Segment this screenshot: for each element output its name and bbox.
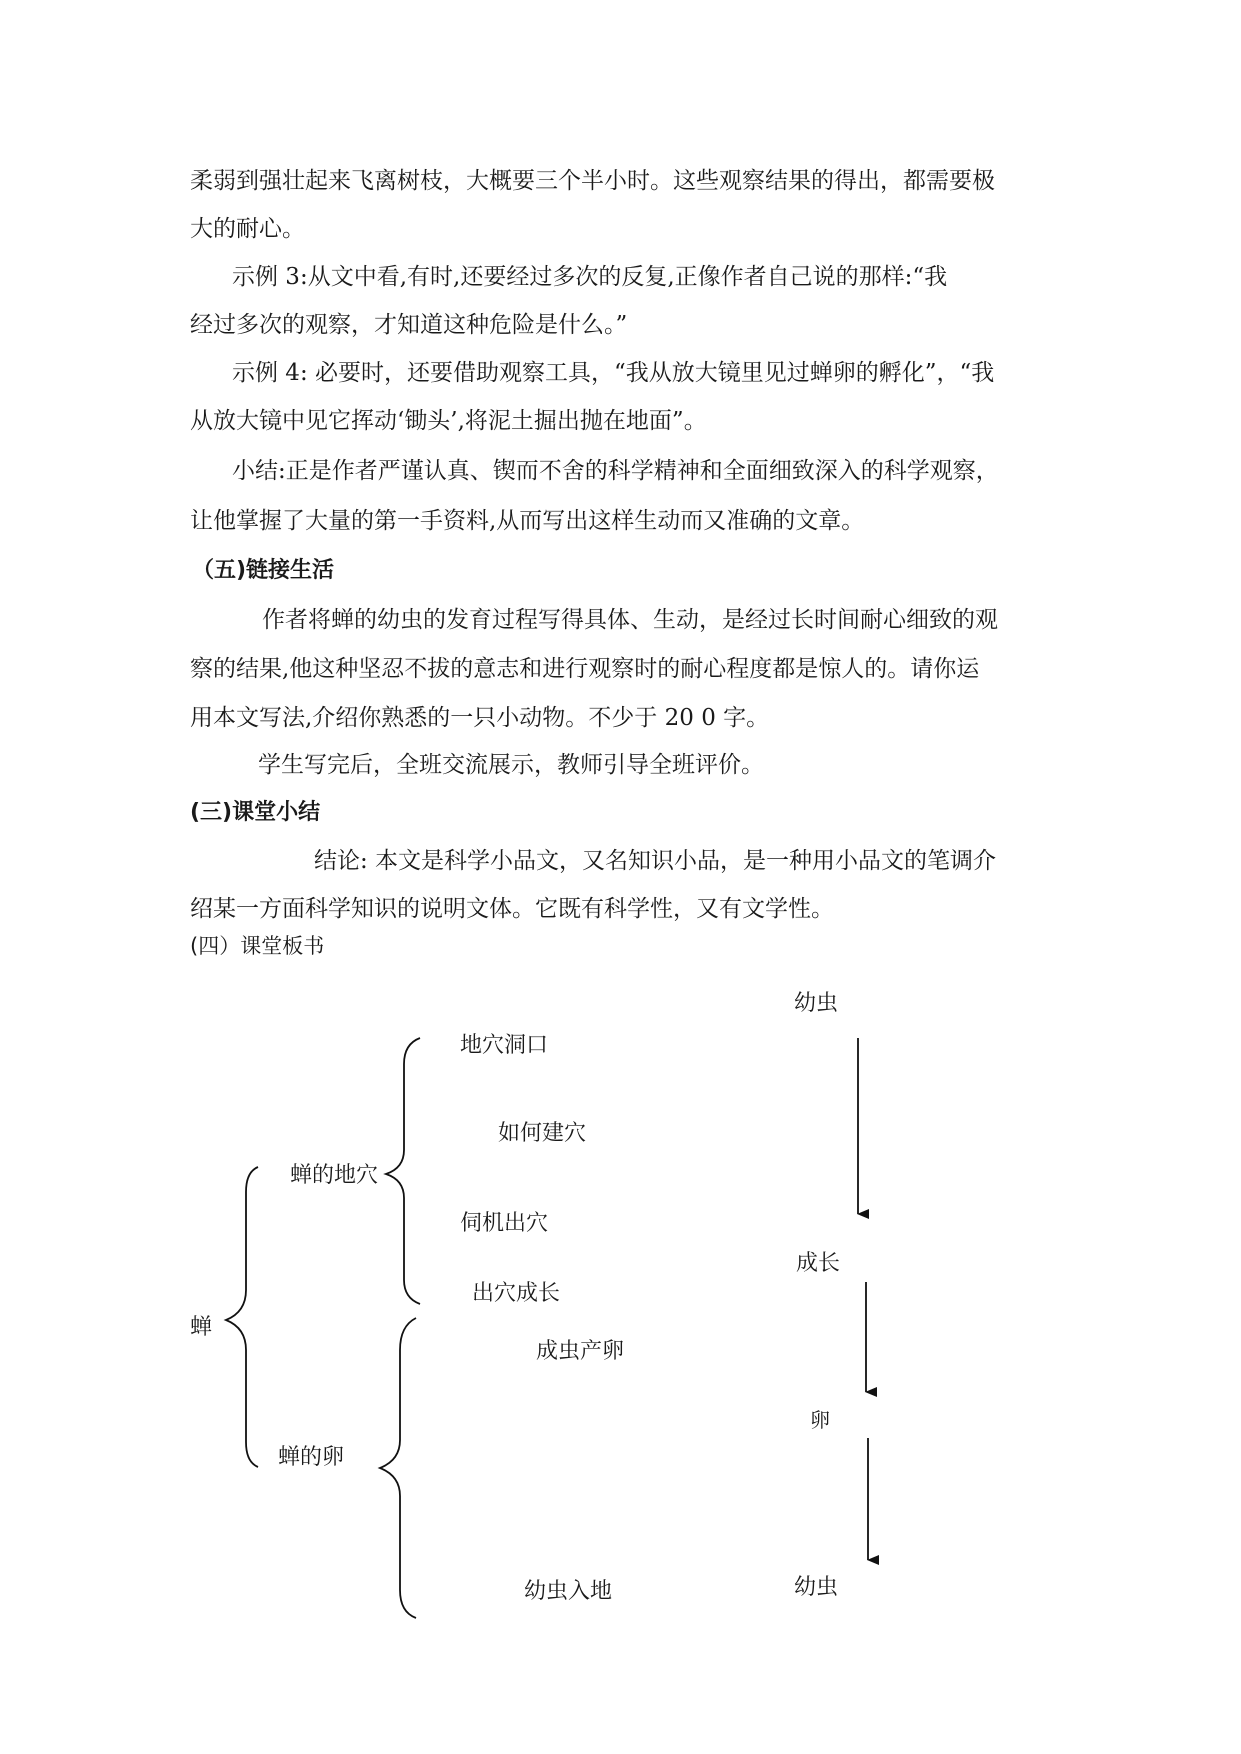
cycle-stage: 卵 <box>810 1408 830 1432</box>
board-item: 地穴洞口 <box>460 1033 549 1058</box>
board-item: 如何建穴 <box>498 1121 587 1146</box>
text-line: 小结:正是作者严谨认真、锲而不舍的科学精神和全面细致深入的科学观察， <box>232 458 999 484</box>
text-line: 绍某一方面科学知识的说明文体。它既有科学性，又有文学性。 <box>190 896 834 922</box>
text-line: 用本文写法,介绍你熟悉的一只小动物。不少于 20 0 字。 <box>190 705 770 731</box>
text-line: 示例 4: 必要时，还要借助观察工具，“我从放大镜里见过蝉卵的孵化”，“我 <box>232 360 995 386</box>
text-line: 察的结果,他这种坚忍不拔的意志和进行观察时的耐心程度都是惊人的。请你运 <box>190 656 980 682</box>
text-line: 从放大镜中见它挥动‘锄头’,将泥土掘出抛在地面”。 <box>190 408 707 434</box>
cycle-stage: 成长 <box>796 1251 841 1276</box>
root-brace <box>226 1167 258 1467</box>
board-item: 成虫产卵 <box>536 1339 625 1364</box>
cycle-stage: 幼虫 <box>794 991 839 1016</box>
board-branch: 蝉的地穴 <box>290 1163 379 1188</box>
text-line: 大的耐心。 <box>190 216 305 242</box>
section-heading: (四）课堂板书 <box>190 934 325 958</box>
board-branch: 蝉的卵 <box>278 1445 345 1470</box>
text-line: 学生写完后，全班交流展示，教师引导全班评价。 <box>258 752 764 778</box>
board-item: 伺机出穴 <box>460 1211 549 1236</box>
text-line: 示例 3:从文中看,有时,还要经过多次的反复,正像作者自己说的那样:“我 <box>232 264 948 290</box>
text-line: 作者将蝉的幼虫的发育过程写得具体、生动，是经过长时间耐心细致的观 <box>262 607 998 633</box>
text-line: 让他掌握了大量的第一手资料,从而写出这样生动而又准确的文章。 <box>190 508 865 534</box>
section-heading: （五)链接生活 <box>192 558 335 583</box>
cycle-stage: 幼虫 <box>794 1575 839 1600</box>
section-heading: (三)课堂小结 <box>190 800 321 825</box>
branch2-brace <box>380 1318 416 1618</box>
branch1-brace <box>386 1038 420 1304</box>
board-item: 幼虫入地 <box>524 1579 613 1604</box>
text-line: 结论: 本文是科学小品文，又名知识小品，是一种用小品文的笔调介 <box>314 848 997 874</box>
text-line: 柔弱到强壮起来飞离树枝，大概要三个半小时。这些观察结果的得出，都需要极 <box>190 168 995 194</box>
board-root: 蝉 <box>190 1315 213 1340</box>
board-item: 出穴成长 <box>472 1281 561 1306</box>
text-line: 经过多次的观察，才知道这种危险是什么。” <box>190 312 628 338</box>
